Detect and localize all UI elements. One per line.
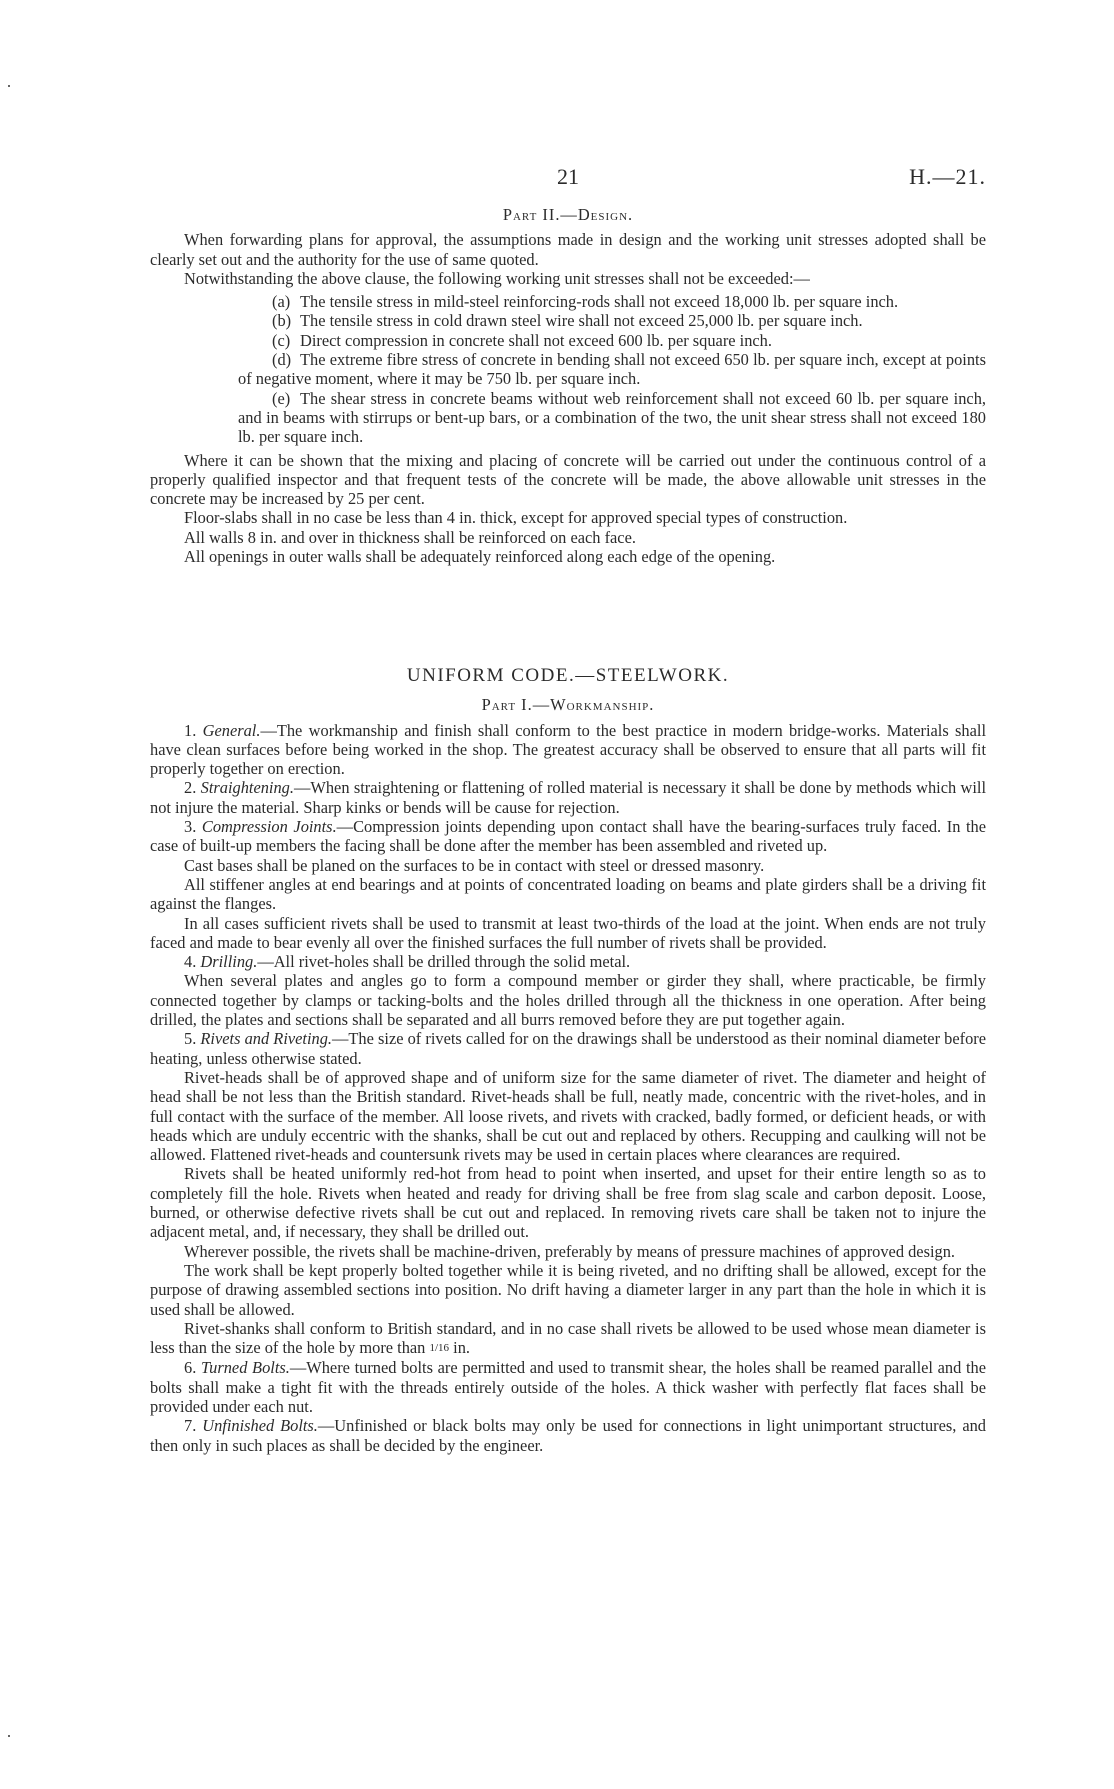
page-header xyxy=(150,164,986,192)
design-heading xyxy=(150,205,986,224)
scan-speck xyxy=(8,1735,10,1737)
clause-7: 7. Unfinished Bolts.—Unfinished or black bolts may only be used for connections in light unimportant structures, and then only in such places as shall be decided by the engineer. xyxy=(150,1416,986,1455)
clause-1: 1. General.—The workmanship and finish shall conform to the best practice in modern bridge-works. Materials shall have clean surfaces before being worked in the shop. The greatest accuracy shall be observed to ensure that all parts will fit properly together on erection. xyxy=(150,720,987,779)
page-number: 21 xyxy=(557,164,579,189)
steelwork-title: UNIFORM CODE.—STEELWORK. xyxy=(406,665,730,686)
steelwork-section xyxy=(150,666,986,1455)
clause-4: 4. Drilling.—All rivet-holes shall be drilled through the solid metal. xyxy=(184,952,631,972)
clause-3-title: Compression Joints. xyxy=(201,817,337,837)
design-paragraph-6: All openings in outer walls shall be adequately reinforced along each edge of the opening. xyxy=(184,547,776,567)
stress-item-b: (b) The tensile stress in cold drawn steel wire shall not exceed 25,000 lb. per square inch. xyxy=(272,311,863,331)
clause-4-paragraph-2: When several plates and angles go to form a compound member or girder they shall, where practicable, be firmly connected together by clamps or tacking-bolts and the holes drilled through all the thickness in one operation. After being drilled, the plates and sections shall be separated and all burrs removed before they are put together again. xyxy=(150,971,986,1030)
design-heading-word: Design. xyxy=(577,205,634,224)
design-paragraph-3: Where it can be shown that the mixing and placing of concrete will be carried out under the continuous control of a properly qualified inspector and that frequent tests of the concrete will be made, the above allowable unit stresses in the concrete may be increased by 25 per cent. xyxy=(150,450,986,509)
scan-speck xyxy=(8,85,10,87)
clause-6-title: Turned Bolts. xyxy=(200,1358,290,1378)
clause-5-paragraph-6: Rivet-shanks shall conform to British standard, and in no case shall rivets be allowed to be used whose mean diameter is less than the size of the hole by more than 1/16 in. xyxy=(150,1318,986,1358)
clause-3-paragraph-3: All stiffener angles at end bearings and at points of concentrated loading on beams and plate girders shall be a driving fit against the flanges. xyxy=(150,874,986,914)
document-reference: H.—21. xyxy=(909,164,986,189)
design-section xyxy=(150,205,986,566)
clause-5-paragraph-4: Wherever possible, the rivets shall be machine-driven, preferably by means of pressure machines of approved design. xyxy=(184,1241,955,1261)
clause-5-paragraph-2: Rivet-heads shall be of approved shape and of uniform size for the same diameter of rivet. The diameter and height of head shall be not less than the British standard. Rivet-heads shall be full, neatly made, concentric with the rivet-holes, and in full contact with the surface of the member. All loose rivets, and rivets with cracked, badly formed, or deficient heads, or with heads which are unduly eccentric with the shanks, shall be cut out and replaced by others. Recupping and caulking will not be allowed. Flattened rivet-heads and countersunk rivets may be used in certain places where clearances are required. xyxy=(150,1067,986,1165)
clause-3-paragraph-4: In all cases sufficient rivets shall be used to transmit at least two-thirds of the load at the joint. When ends are not truly faced and made to bear evenly all over the finished surfaces the full number of rivets shall be provided. xyxy=(150,913,986,952)
design-paragraph-4: Floor-slabs shall in no case be less than 4 in. thick, except for approved special types of construction. xyxy=(184,508,848,528)
workmanship-heading: Part I.—Workmanship. xyxy=(481,695,655,715)
clause-4-title: Drilling. xyxy=(200,952,258,972)
stress-item-d: (d) The extreme fibre stress of concrete in bending shall not exceed 650 lb. per square inch, except at points of negative moment, where it may be 750 lb. per square inch. xyxy=(238,350,986,389)
clause-5-paragraph-3: Rivets shall be heated uniformly red-hot from head to point when inserted, and upset for their entire length so as to completely fill the hole. Rivets when heated and ready for driving shall be free from slag scale and carbon deposit. Loose, burned, or otherwise defective rivets shall be cut out and replaced. In removing rivets care shall be taken not to injure the adjacent metal, and, if necessary, they shall be drilled out. xyxy=(150,1164,986,1242)
stress-item-e: (e) The shear stress in concrete beams without web reinforcement shall not exceed 60 lb. per square inch, and in beams with stirrups or bent-up bars, or a combination of the two, the unit shear stress shall not exceed 180 lb. per square inch. xyxy=(238,388,986,447)
clause-5: 5. Rivets and Riveting.—The size of rivets called for on the drawings shall be understood as their nominal diameter before heating, unless otherwise stated. xyxy=(150,1029,987,1068)
stress-list xyxy=(150,292,986,446)
clause-5-title: Rivets and Riveting. xyxy=(200,1029,333,1049)
clause-1-title: General. xyxy=(202,720,261,740)
clause-5-paragraph-5: The work shall be kept properly bolted together while it is being riveted, and no drifting shall be allowed, except for the purpose of drawing assembled sections into position. No drift having a diameter larger in any part than the hole in which it is used shall be allowed. xyxy=(150,1260,986,1319)
design-paragraph-1: When forwarding plans for approval, the assumptions made in design and the working unit stresses adopted shall be clearly set out and the authority for the use of same quoted. xyxy=(150,230,986,269)
design-paragraph-5: All walls 8 in. and over in thickness shall be reinforced on each face. xyxy=(184,527,636,547)
clause-3-paragraph-2: Cast bases shall be planed on the surfaces to be in contact with steel or dressed masonry. xyxy=(184,855,765,875)
clause-2: 2. Straightening.—When straightening or flattening of rolled material is necessary it shall be done by methods which will not injure the material. Sharp kinks or bends will be cause for rejection. xyxy=(150,778,987,817)
design-paragraph-2: Notwithstanding the above clause, the following working unit stresses shall not be exceeded:— xyxy=(184,268,810,288)
fraction-sixteenth: 1/16 xyxy=(429,1342,450,1355)
stress-item-a: (a) The tensile stress in mild-steel reinforcing-rods shall not exceed 18,000 lb. per square inch. xyxy=(272,292,899,312)
stress-item-c: (c) Direct compression in concrete shall not exceed 600 lb. per square inch. xyxy=(272,330,772,350)
clause-7-title: Unfinished Bolts. xyxy=(202,1416,318,1436)
clause-3: 3. Compression Joints.—Compression joints depending upon contact shall have the bearing-surfaces truly faced. In the case of built-up members the facing shall be done after the member has been assembled and riveted up. xyxy=(150,817,987,856)
clause-6: 6. Turned Bolts.—Where turned bolts are permitted and used to transmit shear, the holes shall be reamed parallel and the bolts shall make a tight fit with the threads entirely outside of the holes. A thick washer with perfectly flat faces shall be provided under each nut. xyxy=(150,1358,986,1416)
clause-2-title: Straightening. xyxy=(200,778,294,798)
design-heading-prefix: Part II.— xyxy=(502,205,578,224)
